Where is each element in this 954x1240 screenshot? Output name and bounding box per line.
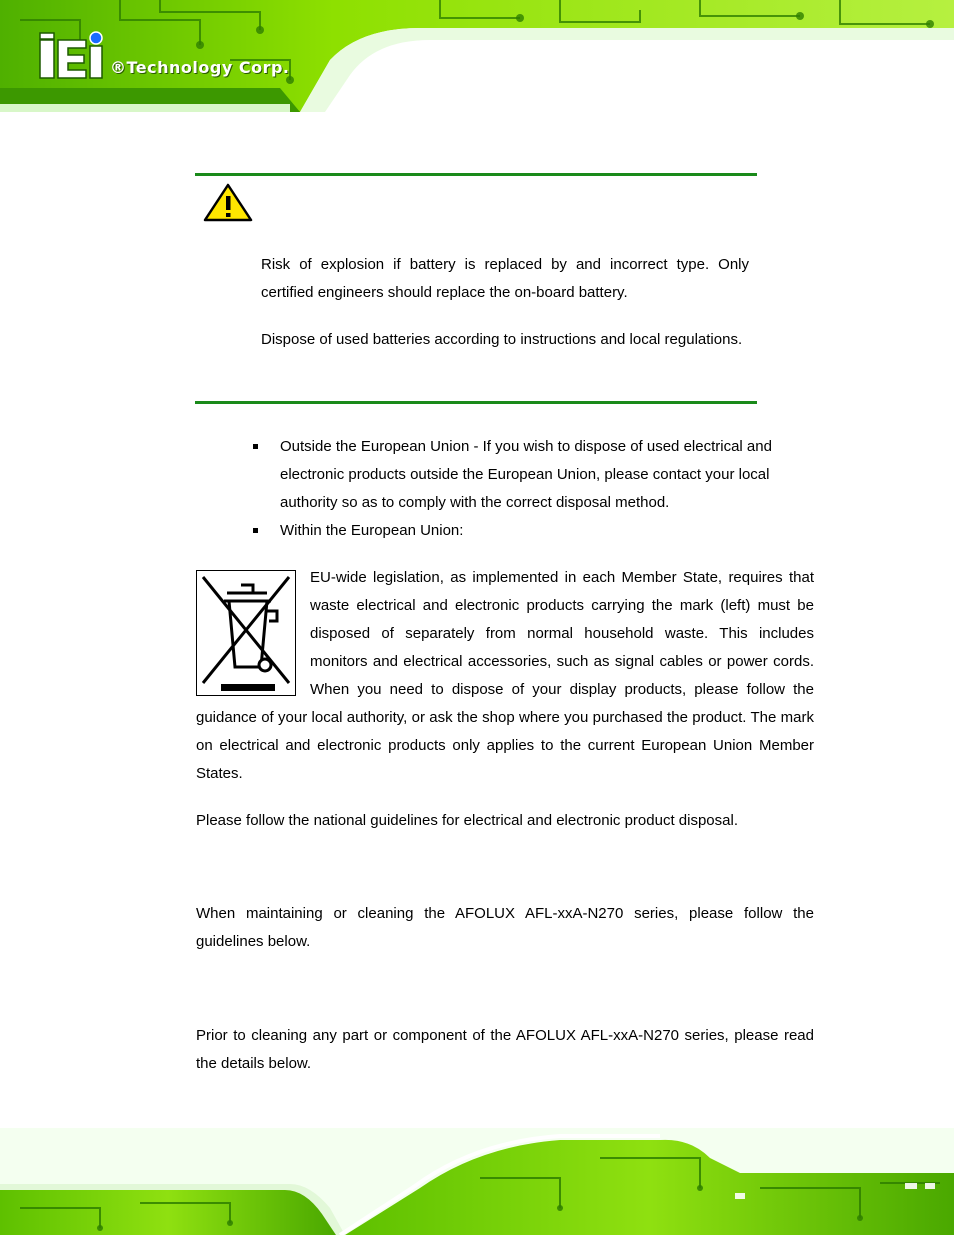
page-footer — [0, 1128, 954, 1235]
page-header — [0, 0, 954, 112]
crossed-out-wheelie-bin-icon — [196, 570, 296, 696]
caution-bottom-rule — [195, 401, 757, 404]
cleaning-paragraph: Prior to cleaning any part or component of the AFOLUX AFL-xxA-N270 series, please read the details below. — [196, 1027, 814, 1072]
list-item-text: Outside the European Union - If you wish to dispose of used electrical and electronic products outside the European Union, please contact your local authority so as to comply with the correct disposal method. — [280, 438, 772, 511]
list-item — [253, 517, 813, 545]
circuit-board-banner — [0, 0, 954, 112]
bullet-square-icon — [253, 528, 258, 533]
disposal-list — [253, 433, 813, 545]
circuit-board-footer-banner — [0, 1128, 954, 1235]
list-item-text: Within the European Union: — [280, 522, 464, 539]
weee-section — [196, 564, 814, 788]
caution-paragraph-battery: Risk of explosion if battery is replaced by and incorrect type. Only certified engineers should replace the on-board battery. — [261, 256, 749, 301]
caution-paragraph-dispose: Dispose of used batteries according to instructions and local regulations. — [261, 331, 743, 348]
brand-tagline: ®Technology Corp. — [110, 58, 290, 77]
maintenance-paragraph: When maintaining or cleaning the AFOLUX AFL-xxA-N270 series, please follow the guidelines below. — [196, 905, 814, 950]
national-guidelines-text: Please follow the national guidelines for electrical and electronic product disposal. — [196, 812, 738, 829]
caution-top-rule — [195, 173, 757, 176]
bullet-square-icon — [253, 444, 258, 449]
list-item — [253, 433, 813, 517]
weee-paragraph: EU-wide legislation, as implemented in each Member State, requires that waste electrical and electronic products carrying the mark (left) must be disposed of separately from normal household waste. This includes monitors and electrical accessories, such as signal cables or power cords. When you need to dispose of your display products, please follow the guidance of your local authority, or ask the shop where you purchased the product. The mark on electrical and electronic products only applies to the current European Union Member States. — [196, 569, 814, 782]
warning-triangle-icon — [203, 183, 253, 223]
